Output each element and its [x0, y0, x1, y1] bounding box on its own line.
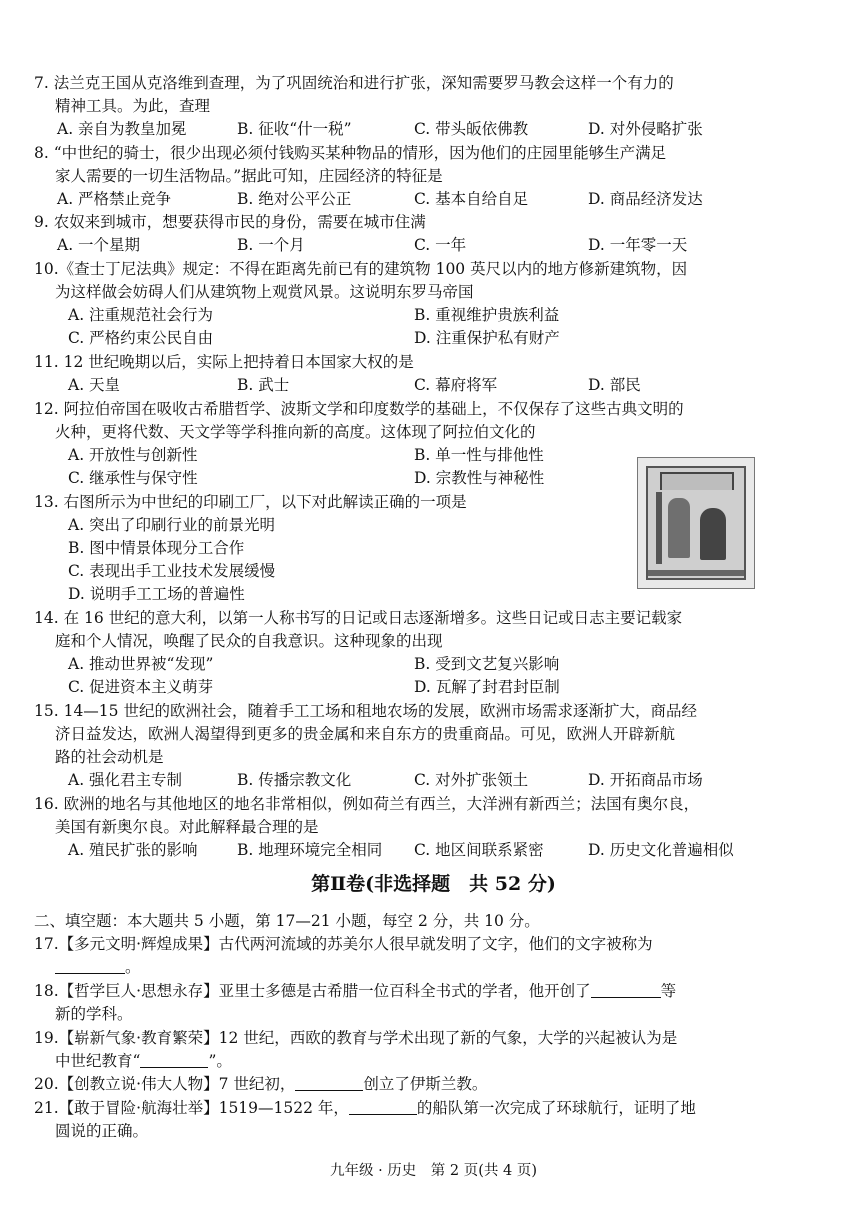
question-8-option-a: A. 严格禁止竞争 [57, 190, 172, 208]
question-7-stem: 7. 法兰克王国从克洛维到查理，为了巩固统治和进行扩张，深知需要罗马教会这样一个有力的 [34, 74, 674, 92]
question-14-option-c: C. 促进资本主义萌芽 [68, 678, 214, 696]
page-footer: 九年级 · 历史 第 2 页(共 4 页) [329, 1163, 538, 1179]
question-8-option-c: C. 基本自给自足 [414, 190, 529, 208]
question-10-option-a: A. 注重规范社会行为 [68, 306, 214, 324]
question-18-stem-cont: 新的学科。 [55, 1005, 133, 1023]
question-13-option-a: A. 突出了印刷行业的前景光明 [68, 516, 276, 534]
question-20-stem-start: 20.【创教立说·伟大人物】7 世纪初， [34, 1075, 296, 1093]
question-18-stem-end: 等 [660, 982, 677, 1000]
question-7-stem-cont: 精神工具。为此，查理 [55, 97, 211, 115]
question-14-option-a: A. 推动世界被“发现” [68, 655, 214, 673]
question-16-option-a: A. 殖民扩张的影响 [68, 841, 198, 859]
question-12-option-a: A. 开放性与创新性 [68, 446, 198, 464]
question-17-answer-line [55, 956, 141, 978]
question-19-blank[interactable] [140, 1052, 208, 1068]
question-19-stem: 19.【崭新气象·教育繁荣】12 世纪，西欧的教育与学术出现了新的气象，大学的兴起被认为是 [34, 1029, 678, 1047]
question-9-option-d: D. 一年零一天 [588, 236, 688, 254]
question-20-blank[interactable] [295, 1075, 363, 1091]
question-10-option-c: C. 严格约束公民自由 [68, 329, 214, 347]
question-13-option-c: C. 表现出手工业技术发展缓慢 [68, 562, 276, 580]
question-16-option-c: C. 地区间联系紧密 [414, 841, 544, 859]
question-7-option-a: A. 亲自为教皇加冕 [57, 120, 187, 138]
question-11-option-b: B. 武士 [237, 376, 290, 394]
question-10-stem: 10.《查士丁尼法典》规定：不得在距离先前已有的建筑物 100 英尺以内的地方修新建筑物，因 [34, 260, 688, 278]
question-11-option-c: C. 幕府将军 [414, 376, 498, 394]
question-8-stem-cont: 家人需要的一切生活物品。”据此可知，庄园经济的特征是 [55, 167, 443, 185]
question-11-option-d: D. 部民 [588, 376, 641, 394]
question-8-option-b: B. 绝对公平公正 [237, 190, 352, 208]
question-9-option-b: B. 一个月 [237, 236, 305, 254]
question-12-stem-cont: 火种，更将代数、天文学等学科推向新的高度。这体现了阿拉伯文化的 [55, 423, 536, 441]
question-16-option-b: B. 地理环境完全相同 [237, 841, 383, 859]
question-8-option-d: D. 商品经济发达 [588, 190, 703, 208]
question-12-option-d: D. 宗教性与神秘性 [414, 469, 545, 487]
question-12-stem: 12. 阿拉伯帝国在吸收古希腊哲学、波斯文学和印度数学的基础上，不仅保存了这些古典文明的 [34, 400, 684, 418]
question-10-stem-cont: 为这样做会妨碍人们从建筑物上观赏风景。这说明东罗马帝国 [55, 283, 474, 301]
question-20-stem-end: 创立了伊斯兰教。 [363, 1075, 488, 1093]
question-18-blank[interactable] [591, 982, 661, 998]
question-20-stem [34, 1073, 487, 1095]
question-16-stem-cont: 美国有新奥尔良。对此解释最合理的是 [55, 818, 319, 836]
question-9-stem: 9. 农奴来到城市，想要获得市民的身份，需要在城市住满 [34, 213, 426, 231]
question-19-stem-end: ”。 [208, 1052, 232, 1070]
question-16-stem: 16. 欧洲的地名与其他地区的地名非常相似，例如荷兰有西兰，大洋洲有新西兰；法国有奥尔良， [34, 795, 700, 813]
question-7-option-b: B. 征收“什一税” [237, 120, 352, 138]
question-7-option-c: C. 带头皈依佛教 [414, 120, 529, 138]
question-16-option-d: D. 历史文化普遍相似 [588, 841, 734, 859]
question-21-stem-start: 21.【敢于冒险·航海壮举】1519—1522 年， [34, 1099, 349, 1117]
question-14-stem: 14. 在 16 世纪的意大利，以第一人称书写的日记或日志逐渐增多。这些日记或日志主要记载家 [34, 609, 683, 627]
section-2-title: 第Ⅱ卷(非选择题 共 52 分) [311, 873, 556, 895]
question-17-stem: 17.【多元文明·辉煌成果】古代两河流域的苏美尔人很早就发明了文字，他们的文字被称为 [34, 935, 653, 953]
question-19-answer-line [55, 1050, 232, 1072]
question-11-stem: 11. 12 世纪晚期以后，实际上把持着日本国家大权的是 [34, 353, 414, 371]
question-13-option-d: D. 说明手工工场的普遍性 [68, 585, 245, 603]
question-14-option-b: B. 受到文艺复兴影响 [414, 655, 560, 673]
question-7-option-d: D. 对外侵略扩张 [588, 120, 703, 138]
question-17-blank[interactable] [55, 958, 125, 974]
question-21-blank[interactable] [349, 1099, 417, 1115]
question-18-stem-start: 18.【哲学巨人·思想永存】亚里士多德是古希腊一位百科全书式的学者，他开创了 [34, 982, 591, 1000]
question-13-option-b: B. 图中情景体现分工合作 [68, 539, 245, 557]
question-14-stem-cont: 庭和个人情况，唤醒了民众的自我意识。这种现象的出现 [55, 632, 443, 650]
question-18-stem [34, 980, 676, 1002]
question-15-stem-cont-1: 济日益发达，欧洲人渴望得到更多的贵金属和来自东方的贵重商品。可见，欧洲人开辟新航 [55, 725, 676, 743]
question-21-stem-end: 的船队第一次完成了环球航行，证明了地 [416, 1099, 696, 1117]
question-15-option-c: C. 对外扩张领土 [414, 771, 529, 789]
part-2-heading: 二、填空题：本大题共 5 小题，第 17—21 小题，每空 2 分，共 10 分。 [34, 912, 540, 930]
question-19-stem-start: 中世纪教育“ [55, 1052, 141, 1070]
question-15-stem: 15. 14—15 世纪的欧洲社会，随着手工工场和租地农场的发展，欧洲市场需求逐渐扩大，商品经 [34, 702, 697, 720]
question-12-option-b: B. 单一性与排他性 [414, 446, 544, 464]
question-8-stem: 8. “中世纪的骑士，很少出现必须付钱购买某种物品的情形，因为他们的庄园里能够生产满足 [34, 144, 667, 162]
question-15-option-b: B. 传播宗教文化 [237, 771, 352, 789]
question-11-option-a: A. 天皇 [68, 376, 121, 394]
question-9-option-a: A. 一个星期 [57, 236, 141, 254]
question-21-stem-cont: 圆说的正确。 [55, 1122, 149, 1140]
question-21-stem [34, 1097, 696, 1119]
question-15-option-d: D. 开拓商品市场 [588, 771, 703, 789]
question-9-option-c: C. 一年 [414, 236, 467, 254]
printing-workshop-illustration [637, 457, 755, 589]
question-15-option-a: A. 强化君主专制 [68, 771, 183, 789]
question-13-stem: 13. 右图所示为中世纪的印刷工厂，以下对此解读正确的一项是 [34, 493, 467, 511]
question-10-option-b: B. 重视维护贵族利益 [414, 306, 560, 324]
question-12-option-c: C. 继承性与保守性 [68, 469, 198, 487]
question-14-option-d: D. 瓦解了封君封臣制 [414, 678, 560, 696]
question-15-stem-cont-2: 路的社会动机是 [55, 748, 164, 766]
question-10-option-d: D. 注重保护私有财产 [414, 329, 560, 347]
question-17-stem-end: 。 [125, 958, 141, 976]
